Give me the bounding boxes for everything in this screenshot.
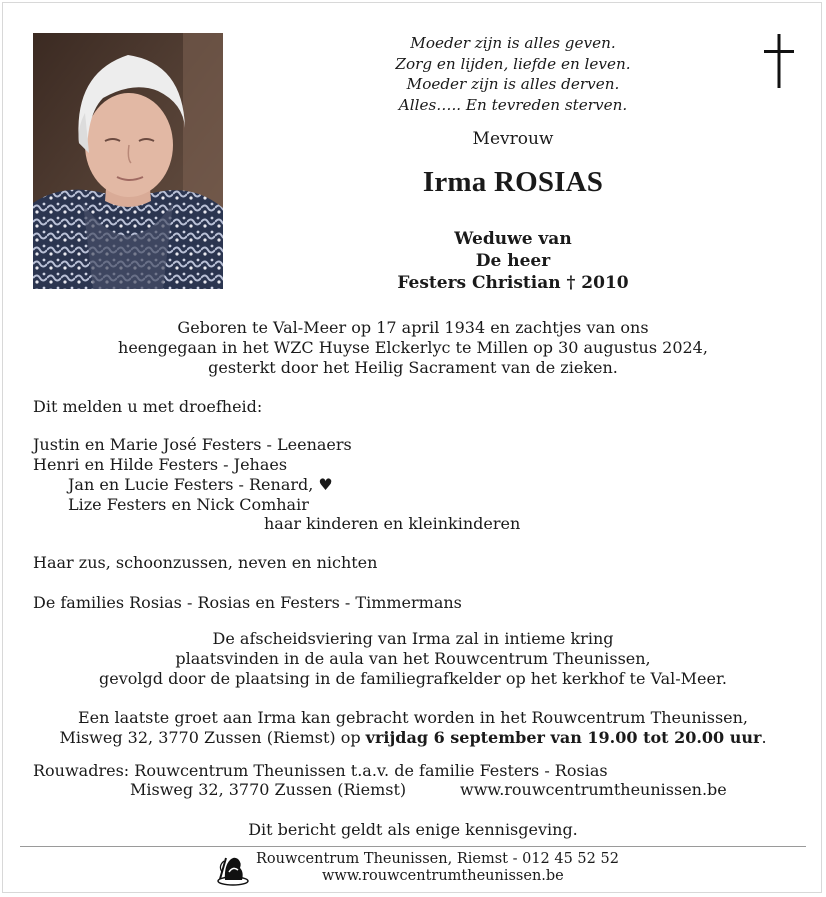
funeral-home-logo-icon xyxy=(216,852,250,886)
born-line: heengegaan in het WZC Huyse Elckerlyc te Millen op 30 augustus 2024, xyxy=(118,338,708,357)
poem-line: Moeder zijn is alles derven. xyxy=(406,75,620,93)
poem-line: Zorg en lijden, liefde en leven. xyxy=(395,54,631,73)
cross-icon xyxy=(763,34,795,88)
family-child-1: Justin en Marie José Festers - Leenaers xyxy=(33,435,352,454)
footer-website[interactable]: www.rouwcentrumtheunissen.be xyxy=(322,868,564,884)
portrait-photo xyxy=(33,33,223,289)
ceremony-line: plaatsvinden in de aula van het Rouwcentrum Theunissen, xyxy=(175,649,651,668)
widow-line: Weduwe van xyxy=(454,229,572,249)
widow-line: Festers Christian † 2010 xyxy=(397,273,629,293)
footer-contact: Rouwcentrum Theunissen, Riemst - 012 45 52 52 xyxy=(256,851,619,867)
greeting-text xyxy=(0,708,826,748)
families: De families Rosias - Rosias en Festers - Timmermans xyxy=(33,593,462,612)
poem-line: Moeder zijn is alles geven. xyxy=(410,34,616,52)
notice: Dit bericht geldt als enige kennisgeving. xyxy=(248,820,578,839)
ceremony-line: De afscheidsviering van Irma zal in intieme kring xyxy=(212,629,614,648)
visiting-hours: vrijdag 6 september van 19.00 tot 20.00 uur xyxy=(365,728,762,747)
born-line: gesterkt door het Heilig Sacrament van de zieken. xyxy=(208,358,618,377)
ceremony-text xyxy=(0,629,826,689)
mourning-address: Rouwadres: Rouwcentrum Theunissen t.a.v. de familie Festers - Rosias xyxy=(33,761,608,780)
family-caption: haar kinderen en kleinkinderen xyxy=(264,514,521,533)
family-grandchild-1: Jan en Lucie Festers - Renard, ♥ xyxy=(68,475,333,494)
family-grandchild-2: Lize Festers en Nick Comhair xyxy=(68,495,309,514)
greeting-line: Misweg 32, 3770 Zussen (Riemst) op vrijdag 6 september van 19.00 tot 20.00 uur. xyxy=(59,728,767,747)
widow-of xyxy=(330,228,696,294)
title-prefix: Mevrouw xyxy=(472,129,554,149)
deceased-name: Irma ROSIAS xyxy=(422,166,604,198)
family-child-2: Henri en Hilde Festers - Jehaes xyxy=(33,455,288,474)
ceremony-line: gevolgd door de plaatsing in de familiegrafkelder op het kerkhof te Val-Meer. xyxy=(99,669,727,688)
address-street: Misweg 32, 3770 Zussen (Riemst) xyxy=(130,780,407,799)
birth-death-text xyxy=(0,318,826,378)
widow-line: De heer xyxy=(475,251,551,271)
footer-divider xyxy=(20,846,806,847)
born-line: Geboren te Val-Meer op 17 april 1934 en zachtjes van ons xyxy=(177,318,649,337)
footer xyxy=(256,851,619,885)
siblings: Haar zus, schoonzussen, neven en nichten xyxy=(33,553,378,572)
announcement: Dit melden u met droefheid: xyxy=(33,397,263,416)
poem-line: Alles….. En tevreden sterven. xyxy=(398,95,628,114)
address-website[interactable]: www.rouwcentrumtheunissen.be xyxy=(460,780,727,799)
greeting-line: Een laatste groet aan Irma kan gebracht worden in het Rouwcentrum Theunissen, xyxy=(77,708,749,727)
poem xyxy=(330,33,696,115)
